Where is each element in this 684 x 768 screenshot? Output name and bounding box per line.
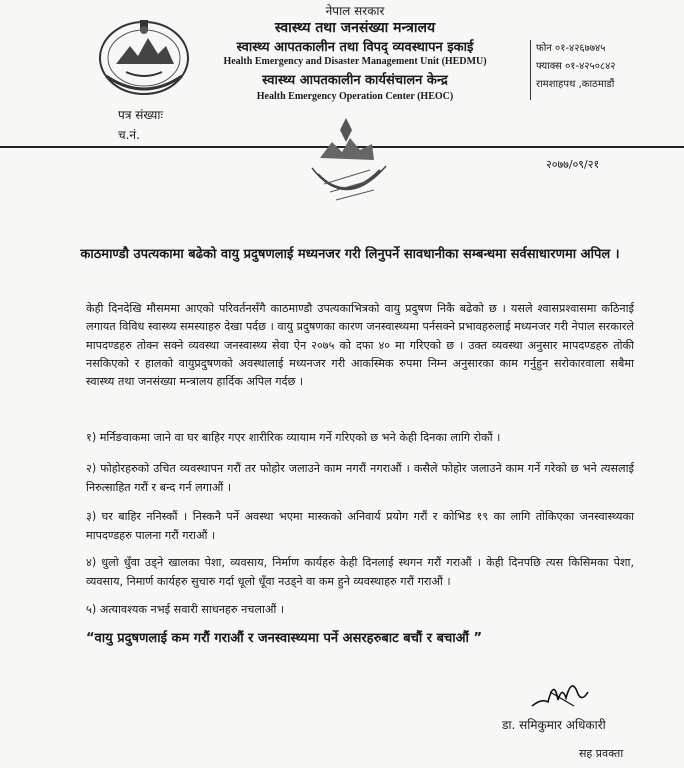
nepal-emblem-logo [96,16,192,98]
unit-name-english: Health Emergency and Disaster Management Unit (HEDMU) [223,56,487,67]
appeal-item-5: ५) अत्यावश्यक नभई सवारी साधनहरु नचलाऔं । [86,603,285,616]
signatory-name: डा. समिकुमार अधिकारी [502,718,606,732]
government-label: नेपाल सरकार [325,4,385,18]
handwritten-signature [528,672,590,712]
slogan: “वायु प्रदुषणलाई कम गरौं गराऔं र जनस्वास्थ्यमा पर्ने असरहरुबाट बचौं र बचाऔं ” [86,631,483,646]
appeal-item-3: ३) घर बाहिर ननिस्कौं । निस्कनै पर्ने अवस्था भएमा मास्कको अनिवार्य प्रयोग गरौं र कोभिड १९ का लागि तोकिएका जनस्वास्थ्यका मापदण्डहरु पालना गरौं गराऔं । [86,510,634,542]
appeal-item-4: ४) धुलो धुँवा उड्ने खालका पेशा, व्यवसाय, निर्माण कार्यहरु केही दिनलाई स्थगन गरौं गराऔं । केही दिनपछि त्यस किसिमका पेशा, व्यवसाय, निमार्ण कार्यहरु सुचारु गर्दा धूलो धूँवा नउड्ने वा कम हुने व्यवस्थाहरु गरौं गराऔं । [86,556,634,588]
appeal-item-2: २) फोहोरहरुको उचित व्यवस्थापन गरौं तर फोहोर जलाउने काम नगरौं नगराऔं । कसैले फोहोर जलाउने काम गर्ने गरेको छ भने त्यसलाई निरुत्साहित गरौं र बन्द गर्न लगाऔं । [86,462,634,494]
fax-number: फ्याक्स ०१-४२५०८४२ [536,61,616,72]
address: रामशाहपथ ,काठमाडौं [536,79,615,90]
dispatch-number-label: च.नं. [118,128,140,142]
unit-name-nepali: स्वास्थ्य आपतकालीन तथा विपद् व्यवस्थापन इकाई [236,40,474,55]
official-stamp [300,108,392,208]
appeal-item-1: १) मर्निङवाकमा जाने वा घर बाहिर गएर शारीरिक व्यायाम गर्ने गरिएको छ भने केही दिनका लागि रोकौं । [86,431,501,444]
contact-divider [530,40,531,100]
letter-date: २०७७/०९/२१ [546,158,600,171]
subject-line: काठमाण्डौ उपत्यकामा बढेको वायु प्रदुषणलाई मध्यनजर गरी लिनुपर्ने सावधानीका सम्बन्धमा सर्वसाधारणमा अपिल । [80,247,620,262]
center-name-english: Health Emergency Operation Center (HEOC) [256,91,454,102]
phone-number: फोन ०१-४२६७७४५ [536,43,606,54]
center-name-nepali: स्वास्थ्य आपतकालीन कार्यसंचालन केन्द्र [262,73,448,88]
letter-number-label: पत्र संख्याः [118,108,163,122]
contact-info [536,40,616,94]
intro-paragraph: केही दिनदेखि मौसममा आएको परिवर्तनसँगै काठमाण्डौ उपत्यकाभित्रको वायु प्रदुषण निकै बढेको छ । यसले श्वासप्रश्वासमा कठिनाई लगायत विविध स्वास्थ्य समस्याहरु देखा पर्दछ । वायु प्रदुषणका कारण जनस्वास्थ्यमा पर्नसक्ने प्रभावहरुलाई मध्यनजर गरी नेपाल सरकारले मापदण्डहरु तोक्न सक्ने व्यवस्था जनस्वास्थ्य सेवा ऐन २०७५ को दफा ४० मा गरिएको छ । उक्त व्यवस्था अनुसार मापदण्डहरु तोकी नसकिएको र हालको वायुप्रदुषणको अवस्थालाई मध्यनजर गरी आकस्मिक रुपमा निम्न अनुसारका काम गर्नुहुन सरोकारवाला सबैमा स्वास्थ्य तथा जनसंख्या मन्त्रालय हार्दिक अपिल गर्दछ । [86,302,634,389]
ministry-name: स्वास्थ्य तथा जनसंख्या मन्त्रालय [274,20,436,36]
signatory-title: सह प्रवक्ता [579,747,624,760]
